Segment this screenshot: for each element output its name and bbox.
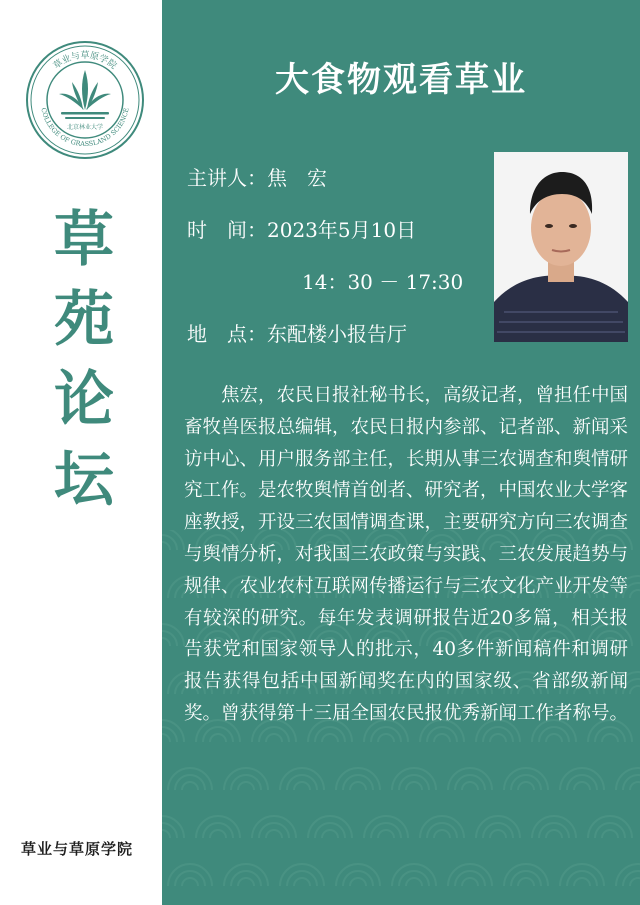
place-row (187, 318, 407, 347)
time-label: 时 间： (187, 218, 267, 242)
forum-title-char: 论 (54, 365, 114, 435)
right-panel (162, 0, 640, 905)
logo-ring-english: COLLEGE OF GRASSLAND SCIENCE (39, 107, 131, 149)
grass-icon (59, 70, 111, 119)
speaker-bio: 焦宏，农民日报社秘书长，高级记者，曾担任中国畜牧兽医报总编辑，农民日报内参部、记者部、新闻采访中心、用户服务部主任，长期从事三农调查和舆情研究工作。是农牧舆情首创者、研究者，中国农业大学客座教授，开设三农国情调查课，主要研究方向三农调查与舆情分析，对我国三农政策与实践、三农发展趋势与规律、农业农村互联网传播运行与三农文化产业开发等有较深的研究。每年发表调研报告近20多篇，相关报告获党和国家领导人的批示，40多件新闻稿件和调研报告获得包括中国新闻奖在内的国家级、省部级新闻奖。曾获得第十三届全国农民报优秀新闻工作者称号。 (184, 385, 629, 724)
time-range-row (302, 266, 463, 295)
speaker-value: 焦 宏 (267, 166, 327, 190)
event-title: 大食物观看草业 (275, 60, 527, 100)
time-range-value: 14：30 － 17:30 (302, 270, 464, 294)
time-row (187, 214, 416, 243)
logo-university-name: 北京林业大学 (66, 124, 104, 131)
forum-title-char: 草 (54, 205, 114, 275)
place-value: 东配楼小报告厅 (267, 322, 407, 346)
left-column (0, 0, 162, 905)
speaker-photo (494, 152, 628, 342)
college-logo (25, 40, 145, 160)
speaker-row (187, 162, 327, 191)
forum-title-char: 坛 (54, 445, 114, 515)
logo-ring-chinese: 草业与草原学院 (51, 51, 119, 72)
speaker-label: 主讲人： (187, 166, 267, 190)
date-value: 2023年5月10日 (267, 218, 417, 242)
forum-vertical-title (44, 200, 124, 520)
college-name: 草业与草原学院 (21, 840, 134, 858)
place-label: 地 点： (187, 322, 267, 346)
forum-title-char: 苑 (54, 285, 114, 355)
